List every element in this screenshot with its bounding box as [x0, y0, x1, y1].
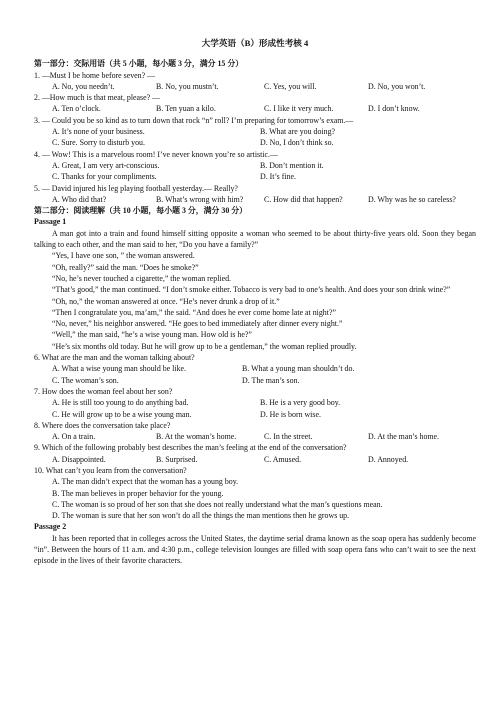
option-a: A. Great, I am very art-conscious. [52, 160, 160, 170]
option-d: D. No, I don’t think so. [260, 138, 334, 148]
option-d: D. It’s fine. [260, 172, 296, 182]
option-d: D. No, you won’t. [368, 81, 426, 91]
option-d: D. At the man’s home. [368, 432, 440, 442]
question-options [34, 81, 476, 92]
question-options-row2 [34, 137, 476, 148]
option-d: D. The man’s son. [242, 375, 300, 385]
question-stem: 10. What can’t you learn from the conversation? [34, 465, 187, 475]
question-10 [34, 465, 476, 521]
passage-paragraph: “That’s good,” the man continued. “I don’t smoke either. Tobacco is very bad to one’s health. And does your son drink wine?” [52, 285, 451, 295]
option-a: A. Who did that? [52, 194, 107, 204]
option-b: B. The man believes in proper behavior for the young. [52, 488, 224, 498]
option-d: D. Why was he so careless? [368, 194, 456, 204]
option-b: B. At the woman’s home. [156, 432, 237, 442]
question-options [34, 194, 476, 205]
passage-paragraph: “No, never,” his neighbor answered. “He goes to bed immediately after dinner every night.” [52, 319, 343, 329]
question-options-row1 [34, 126, 476, 137]
option-c: C. The woman’s son. [52, 375, 119, 385]
option-b: B. What are you doing? [260, 127, 336, 137]
question-stem: 6. What are the man and the woman talking about? [34, 353, 195, 363]
question-stem: 8. Where does the conversation take place? [34, 420, 171, 430]
option-b: B. He is a very good boy. [260, 398, 341, 408]
option-a: A. He is still too young to do anything bad. [52, 398, 189, 408]
option-a: A. On a train. [52, 432, 96, 442]
option-d: D. Annoyed. [368, 454, 409, 464]
option-c: C. Yes, you will. [264, 81, 317, 91]
question-1 [34, 70, 476, 93]
document-title: 大学英语（B）形成性考核 4 [201, 38, 309, 48]
option-a: A. No, you needn’t. [52, 81, 115, 91]
option-c: C. In the street. [264, 432, 313, 442]
question-options-row1 [34, 397, 476, 408]
part2-heading: 第二部分：阅读理解（共 10 小题，每小题 3 分，满分 30 分） [34, 206, 248, 216]
question-options-row2 [34, 375, 476, 386]
question-4 [34, 149, 476, 183]
option-a: A. Ten o’clock. [52, 104, 101, 114]
question-stem: 7. How does the woman feel about her son? [34, 386, 173, 396]
question-options-row1 [34, 160, 476, 171]
passage-paragraph: “Then I congratulate you, ma’am,” the said. “And does he ever come home late at night?” [52, 307, 336, 317]
question-6 [34, 352, 476, 386]
option-b: B. What a young man shouldn’t do. [242, 364, 355, 374]
question-5 [34, 183, 476, 206]
question-options-row2 [34, 409, 476, 420]
question-3 [34, 115, 476, 149]
passage-paragraph: A man got into a train and found himself sitting opposite a woman who seemed to be about thirty-five years old. Soon they began talking to each other, and the man said to her, “Do you have a family?” [34, 228, 476, 250]
passage-paragraph: “No, he’s never touched a cigarette,” the woman replied. [52, 273, 231, 283]
option-c: C. The woman is so proud of her son that she does not really understand what the man’s questions mean. [52, 499, 383, 509]
option-b: B. Don’t mention it. [260, 160, 324, 170]
question-options [34, 431, 476, 442]
option-c: C. I like it very much. [264, 104, 334, 114]
passage-paragraph: “Oh, really?” said the man. “Does he smoke?” [52, 262, 199, 272]
question-stem: 4. — Wow! This is a marvelous room! I’ve never known you’re so artistic.— [34, 149, 278, 159]
question-options-row1 [34, 363, 476, 374]
question-8 [34, 420, 476, 443]
question-stem: 2. —How much is that meat, please? — [34, 93, 160, 103]
option-a: A. What a wise young man should be like. [52, 364, 186, 374]
passage-paragraph: “Well,” the man said, “he’s a wise young man. How old is he?” [52, 330, 252, 340]
passage-paragraph: “Oh, no,” the woman answered at once. “He’s never drunk a drop of it.” [52, 296, 280, 306]
question-stem: 1. —Must I be home before seven? — [34, 70, 155, 80]
passage1-text [34, 228, 476, 352]
option-a: A. It’s none of your business. [52, 127, 145, 137]
option-a: A. The man didn’t expect that the woman has a young boy. [52, 477, 239, 487]
option-c: C. Thanks for your compliments. [52, 172, 157, 182]
passage1-label: Passage 1 [34, 217, 67, 227]
option-c: C. Amused. [264, 454, 302, 464]
option-d: D. He is born wise. [260, 409, 321, 419]
part1-heading: 第一部分：交际用语（共 5 小题，每小题 3 分，满分 15 分） [34, 59, 244, 69]
question-options [34, 103, 476, 114]
option-b: B. What’s wrong with him? [156, 194, 244, 204]
option-b: B. Ten yuan a kilo. [156, 104, 216, 114]
question-options [34, 454, 476, 465]
option-b: B. No, you mustn’t. [156, 81, 219, 91]
passage-paragraph: It has been reported that in colleges across the United States, the daytime serial drama known as the soap opera has suddenly become “in”. Between the hours of 11 a.m. and 4:30 p.m., college television lounges are filled with soap opera fans who can’t wait to see the next episode in the lives of their favorite characters. [34, 533, 476, 566]
passage2-label: Passage 2 [34, 522, 67, 532]
option-d: D. I don’t know. [368, 104, 420, 114]
passage-paragraph: “He’s six months old today. But he will grow up to be a gentleman,” the woman replied proudly. [52, 341, 357, 351]
question-stem: 3. — Could you be so kind as to turn down that rock “n” roll? I’m preparing for tomorrow’s exam.— [34, 115, 354, 125]
question-options-row2 [34, 171, 476, 182]
option-d: D. The woman is sure that her son won’t do all the things the man mentions then he grows up. [52, 511, 350, 521]
question-stem: 5. — David injured his leg playing football yesterday.— Really? [34, 183, 238, 193]
passage-paragraph: “Yes, I have one son, ” the woman answered. [52, 251, 195, 261]
question-stem: 9. Which of the following probably best describes the man’s feeling at the end of the conversation? [34, 443, 347, 453]
option-c: C. How did that happen? [264, 194, 343, 204]
question-7 [34, 386, 476, 420]
option-c: C. He will grow up to be a wise young man. [52, 409, 192, 419]
option-a: A. Disappointed. [52, 454, 106, 464]
question-9 [34, 442, 476, 465]
option-c: C. Sure. Sorry to disturb you. [52, 138, 145, 148]
question-2 [34, 92, 476, 115]
option-b: B. Surprised. [156, 454, 198, 464]
